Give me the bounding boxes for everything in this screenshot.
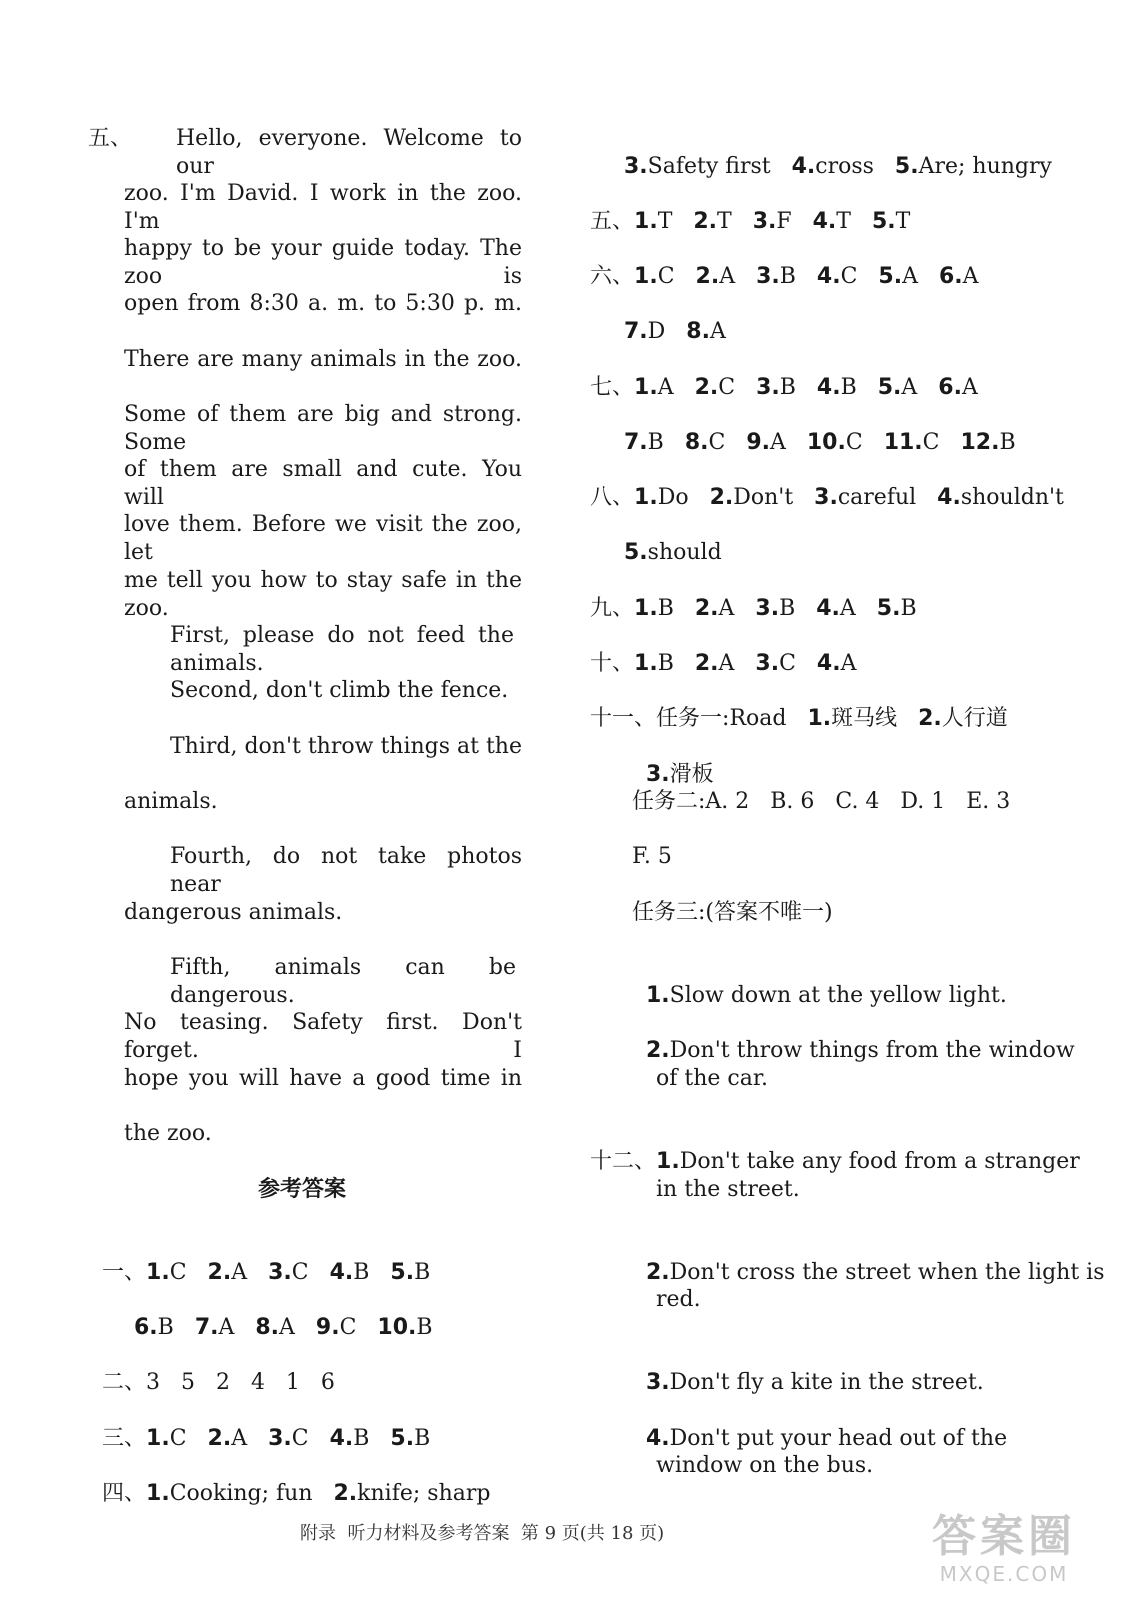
passage-line: the zoo. [124,1121,212,1146]
passage-line: love them. Before we visit the zoo, let [124,512,522,565]
passage-line: Second, don't climb the fence. [170,678,509,703]
section-7-answers-row2: 7.B 8.C 9.A 10.C 11.C 12.B [624,430,1016,455]
passage-line: Fifth, animals can be dangerous. [170,955,516,1008]
section-12-item-cont: window on the bus. [656,1453,874,1478]
passage-line: First, please do not feed the animals. [170,623,514,676]
section-12-item: 2.Don't cross the street when the light is [646,1260,1105,1285]
section-9-answers: 九、1.B 2.A 3.B 4.A 5.B [590,596,917,621]
passage-line: Third, don't throw things at the [170,734,522,759]
section-6-answers: 六、1.C 2.A 3.B 4.C 5.A 6.A [590,264,979,289]
section-12-item-cont: in the street. [656,1177,800,1202]
section-7-answers: 七、1.A 2.C 3.B 4.B 5.A 6.A [590,375,978,400]
section-2-answers: 二、3 5 2 4 1 6 [102,1370,335,1395]
section-5-answers: 五、1.T 2.T 3.F 4.T 5.T [590,209,911,234]
passage-line: Some of them are big and strong. Some [124,402,522,455]
section-8-answers: 八、1.Do 2.Don't 3.careful 4.shouldn't [590,485,1064,510]
section-11-task3-item-cont: of the car. [656,1066,768,1091]
section-12-item: 十二、1.Don't take any food from a stranger [590,1149,1080,1174]
watermark-url: MXQE.COM [939,1562,1069,1586]
watermark-text: 答案圈 [932,1511,1076,1562]
section-11-task3-label: 任务三:(答案不唯一) [632,900,833,925]
passage-line: open from 8:30 a. m. to 5:30 p. m. [124,291,522,316]
answers-title: 参考答案 [258,1177,347,1202]
passage-line: Hello, everyone. Welcome to our [176,126,522,179]
section-6-answers-row2: 7.D 8.A [624,319,726,344]
passage-line: Fourth, do not take photos near [170,844,522,897]
passage-line: dangerous animals. [124,900,343,925]
section-10-answers: 十、1.B 2.A 3.C 4.A [590,651,857,676]
section-4-continued: 3.Safety first 4.cross 5.Are; hungry [624,154,1052,179]
section-1-answers: 一、1.C 2.A 3.C 4.B 5.B [102,1260,431,1285]
section-11-task2-row2: F. 5 [632,844,672,869]
page-footer: 附录 听力材料及参考答案 第 9 页(共 18 页) [300,1523,665,1544]
section-12-item: 3.Don't fly a kite in the street. [646,1370,984,1395]
passage-line: zoo. I'm David. I work in the zoo. I'm [124,181,522,234]
passage-line: hope you will have a good time in [124,1066,522,1091]
section-1-answers-row2: 6.B 7.A 8.A 9.C 10.B [134,1315,433,1340]
passage-line: happy to be your guide today. The zoo is [124,236,522,289]
section-12-item-cont: red. [656,1287,701,1312]
section-11-task2: 任务二:A. 2 B. 6 C. 4 D. 1 E. 3 [632,789,1011,814]
section-8-answers-row2: 5.should [624,540,722,565]
section-12-item: 4.Don't put your head out of the [646,1426,1008,1451]
passage-section-number: 五、 [88,126,133,151]
section-11-task1-row2: 3.滑板 [646,762,714,787]
watermark-logo [904,1512,1104,1592]
passage-line: of them are small and cute. You will [124,457,522,510]
section-3-answers: 三、1.C 2.A 3.C 4.B 5.B [102,1426,431,1451]
passage-line: No teasing. Safety first. Don't forget. I [124,1010,522,1063]
passage-line: me tell you how to stay safe in the zoo. [124,568,522,621]
section-11-task3-item: 2.Don't throw things from the window [646,1038,1075,1063]
section-11-task1: 十一、任务一:Road 1.斑马线 2.人行道 [590,706,1008,731]
passage-line: There are many animals in the zoo. [124,347,522,372]
section-11-task3-item: 1.Slow down at the yellow light. [646,983,1007,1008]
section-4-answers: 四、1.Cooking; fun 2.knife; sharp [102,1481,491,1506]
passage-line: animals. [124,789,218,814]
